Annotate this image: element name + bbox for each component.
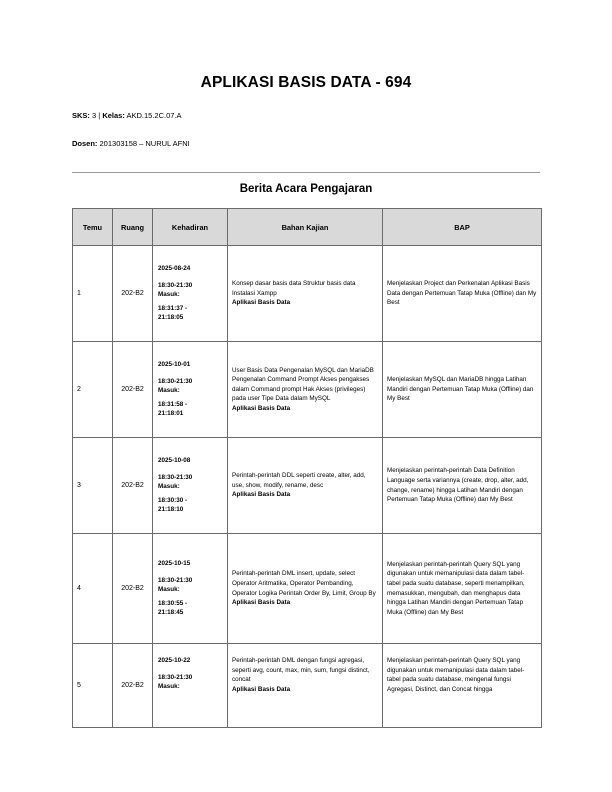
cell-bap: Menjelaskan MySQL dan MariaDB hingga Latihan Mandiri dengan Pertemuan Tatap Muka (Offline) dan My Best — [383, 342, 542, 438]
kelas-label: Kelas: — [102, 111, 125, 120]
attendance-end: 21:18:10 — [158, 506, 184, 514]
sks-value: 3 | — [92, 111, 101, 120]
attendance-start: 18:31:58 - — [158, 400, 188, 408]
column-header-temu: Temu — [73, 209, 113, 246]
table-row — [73, 246, 542, 342]
table-row — [73, 534, 542, 644]
cell-temu: 5 — [73, 644, 113, 728]
bahan-text: Perintah-perintah DML insert, update, select Operator Aritmatika, Operator Pembanding, Operator Logika Perintah Order By, Limit, Group By — [232, 570, 376, 597]
section-title: Berita Acara Pengajaran — [239, 183, 373, 195]
cell-kehadiran — [153, 246, 228, 342]
cell-temu: 1 — [73, 246, 113, 342]
attendance-end: 21:18:05 — [158, 314, 184, 322]
table-row — [73, 644, 542, 728]
cell-bap: Menjelaskan perintah-perintah Query SQL yang digunakan untuk memanipulasi data dalam tabel-tabel pada suatu database, mengenal fungsi Agregasi, Distinct, dan Concat hingga — [383, 644, 542, 728]
teaching-report-table — [72, 208, 542, 728]
meeting-date: 2025-08-24 — [158, 265, 191, 273]
cell-ruang: 202-B2 — [113, 644, 153, 728]
cell-bahan-kajian — [228, 534, 383, 644]
table-row — [73, 342, 542, 438]
bahan-text: User Basis Data Pengenalan MySQL dan MariaDB Pengenalan Command Prompt Akses pengakses dalam Command prompt Hak Akses (privileges) pada user Tipe Data dalam MySQL — [232, 366, 374, 403]
masuk-label: Masuk: — [158, 291, 180, 299]
cell-bap: Menjelaskan perintah-perintah Data Definition Language serta variannya (create, drop, alter, add, change, rename) hingga Latihan Mandiri dengan Pertemuan Tatap Muka (Offline) dan My Best — [383, 438, 542, 534]
column-header-bap: BAP — [383, 209, 542, 246]
kelas-value: AKD.15.2C.07.A — [126, 111, 182, 120]
bahan-course: Aplikasi Basis Data — [232, 599, 291, 607]
meeting-date: 2025-10-22 — [158, 657, 191, 664]
cell-ruang: 202-B2 — [113, 438, 153, 534]
sks-label: SKS: — [72, 111, 90, 120]
cell-bahan-kajian — [228, 342, 383, 438]
attendance-end: 21:18:01 — [158, 410, 184, 418]
cell-bap: Menjelaskan Project dan Perkenalan Aplikasi Basis Data dengan Pertemuan Tatap Muka (Offline) dan My Best — [383, 246, 542, 342]
cell-bahan-kajian — [228, 438, 383, 534]
attendance-start: 18:31:37 - — [158, 304, 188, 312]
meeting-time: 18:30-21:30 — [158, 673, 193, 681]
cell-kehadiran — [153, 438, 228, 534]
meeting-date: 2025-10-08 — [158, 457, 191, 465]
dosen-value: 201303158 – NURUL AFNI — [99, 139, 190, 148]
attendance-start: 18:30:30 - — [158, 496, 188, 504]
cell-temu: 2 — [73, 342, 113, 438]
masuk-label: Masuk: — [158, 683, 180, 691]
bahan-course: Aplikasi Basis Data — [232, 299, 291, 307]
bahan-text: Konsep dasar basis data Struktur basis data Instalasi Xampp — [232, 280, 356, 297]
cell-kehadiran — [153, 342, 228, 438]
meeting-time: 18:30-21:30 — [158, 576, 193, 584]
attendance-end: 21:18:45 — [158, 609, 184, 617]
column-header-kehadiran: Kehadiran — [153, 209, 228, 246]
cell-ruang: 202-B2 — [113, 342, 153, 438]
column-header-bahan-kajian: Bahan Kajian — [228, 209, 383, 246]
meeting-date: 2025-10-01 — [158, 361, 191, 369]
bahan-course: Aplikasi Basis Data — [232, 491, 291, 499]
bahan-course: Aplikasi Basis Data — [232, 404, 291, 412]
bahan-text: Perintah-perintah DML dengan fungsi agregasi, seperti avg, count, max, min, sum, fungsi distinct, concat — [232, 657, 370, 684]
masuk-label: Masuk: — [158, 483, 180, 491]
cell-bahan-kajian — [228, 246, 383, 342]
lecturer-info — [72, 139, 190, 148]
bahan-course: Aplikasi Basis Data — [232, 685, 291, 693]
meeting-time: 18:30-21:30 — [158, 377, 193, 385]
masuk-label: Masuk: — [158, 586, 180, 594]
dosen-label: Dosen: — [72, 139, 98, 148]
cell-kehadiran — [153, 644, 228, 728]
course-info — [72, 111, 182, 120]
table-row — [73, 438, 542, 534]
cell-bahan-kajian — [228, 644, 383, 728]
page-title: APLIKASI BASIS DATA - 694 — [200, 74, 412, 91]
meeting-time: 18:30-21:30 — [158, 281, 193, 289]
bahan-text: Perintah-perintah DDL seperti create, alter, add, use, show, modify, rename, desc — [232, 472, 366, 489]
cell-bap: Menjelaskan perintah-perintah Query SQL yang digunakan untuk memanipulasi data dalam tabel-tabel pada suatu database, seperti menampilkan, memasukkan, mengubah, dan menghapus data hingga Latihan Mandiri dengan Pertemuan Tatap Muka (Offline) dan My Best — [383, 534, 542, 644]
attendance-start: 18:30:55 - — [158, 599, 188, 607]
masuk-label: Masuk: — [158, 387, 180, 395]
cell-kehadiran — [153, 534, 228, 644]
cell-temu: 3 — [73, 438, 113, 534]
table-header-row — [73, 209, 542, 246]
divider — [72, 172, 540, 173]
column-header-ruang: Ruang — [113, 209, 153, 246]
meeting-time: 18:30-21:30 — [158, 473, 193, 481]
meeting-date: 2025-10-15 — [158, 560, 191, 568]
cell-temu: 4 — [73, 534, 113, 644]
cell-ruang: 202-B2 — [113, 534, 153, 644]
cell-ruang: 202-B2 — [113, 246, 153, 342]
